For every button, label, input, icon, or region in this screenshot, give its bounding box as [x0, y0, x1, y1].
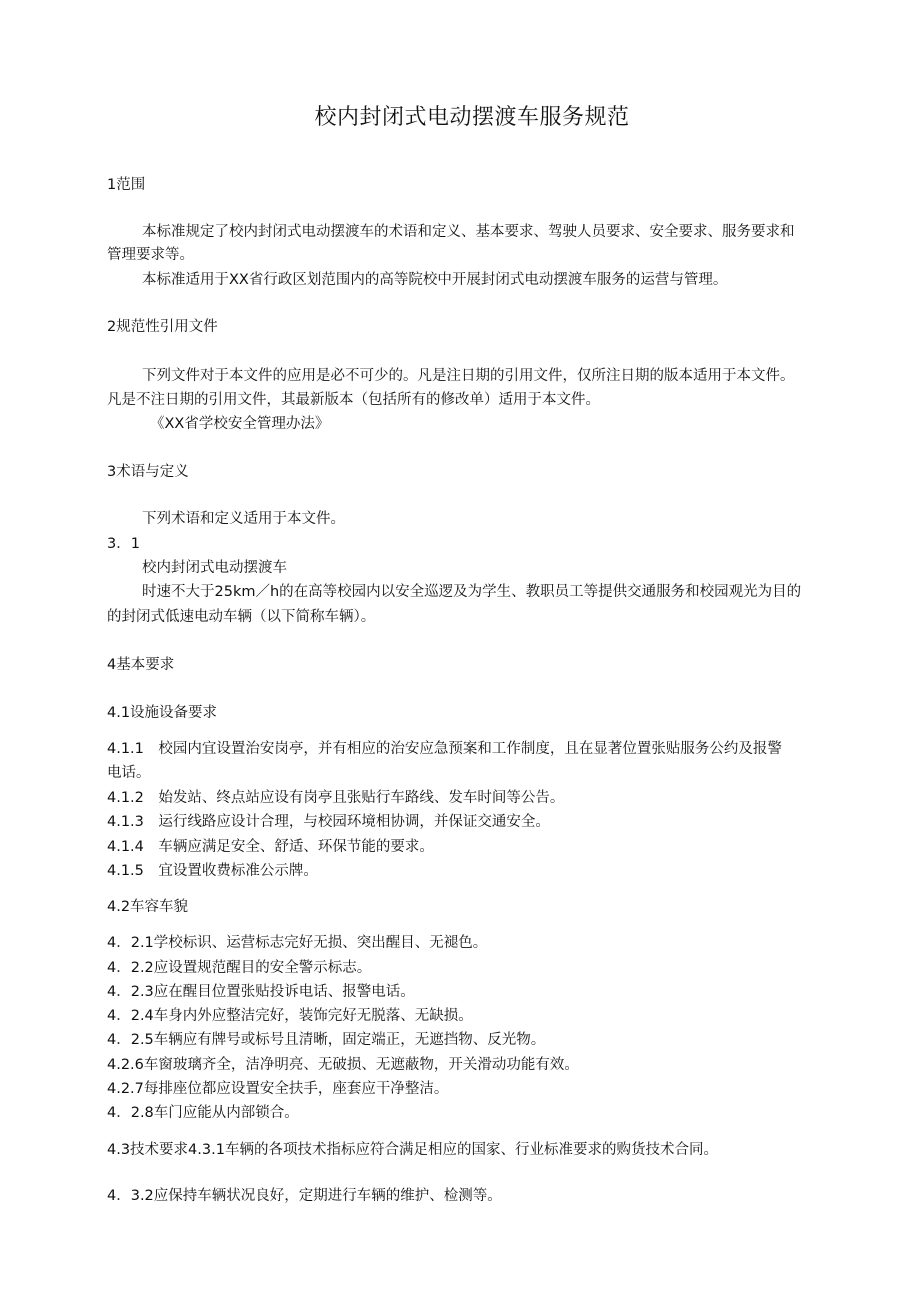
- item-4-1-4: 4.1.4 车辆应满足安全、舒适、环保节能的要求。: [107, 839, 434, 855]
- item-4-2-1: 4．2.1学校标识、运营标志完好无损、突出醒目、无褪色。: [107, 935, 488, 951]
- item-4-1-5: 4.1.5 宜设置收费标准公示牌。: [107, 863, 318, 879]
- item-4-2-3: 4．2.3应在醒目位置张贴投诉电话、报警电话。: [107, 984, 415, 1000]
- section-4-2-heading: 4.2车容车貌: [107, 899, 189, 915]
- item-4-2-7: 4.2.7每排座位都应设置安全扶手，座套应干净整洁。: [107, 1081, 449, 1097]
- section-1-heading: 1范围: [107, 177, 146, 193]
- document-title: 校内封闭式电动摆渡车服务规范: [314, 105, 630, 130]
- section-3-heading: 3术语与定义: [107, 464, 189, 480]
- section-2-heading: 2规范性引用文件: [107, 319, 218, 335]
- section-3-1-term: 校内封闭式电动摆渡车: [142, 560, 287, 576]
- section-1-paragraph-2: 本标准适用于XX省行政区划范围内的高等院校中开展封闭式电动摆渡车服务的运营与管理。: [142, 272, 728, 288]
- item-4-1-1-line-1: 4.1.1 校园内宜设置治安岗亭，并有相应的治安应急预案和工作制度，且在显著位置张贴服务公约及报警: [107, 741, 782, 757]
- section-3-1-number: 3．1: [107, 536, 140, 552]
- section-3-1-definition-line-1: 时速不大于25km／h的在高等校园内以安全巡逻及为学生、教职员工等提供交通服务和校园观光为目的: [142, 584, 802, 600]
- item-4-2-4: 4．2.4车身内外应整洁完好，装饰完好无脱落、无缺损。: [107, 1008, 473, 1024]
- section-1-paragraph-1-line-1: 本标准规定了校内封闭式电动摆渡车的术语和定义、基本要求、驾驶人员要求、安全要求、服务要求和: [142, 224, 795, 240]
- section-4-1-heading: 4.1设施设备要求: [107, 705, 218, 721]
- section-1-paragraph-1-line-2: 管理要求等。: [107, 247, 194, 263]
- section-3-paragraph: 下列术语和定义适用于本文件。: [142, 511, 345, 527]
- item-4-1-2: 4.1.2 始发站、终点站应设有岗亭且张贴行车路线、发车时间等公告。: [107, 790, 565, 806]
- item-4-1-3: 4.1.3 运行线路应设计合理，与校园环境相协调，并保证交通安全。: [107, 814, 550, 830]
- section-2-paragraph-line-2: 凡是不注日期的引用文件，其最新版本（包括所有的修改单）适用于本文件。: [107, 392, 600, 408]
- section-2-paragraph-line-1: 下列文件对于本文件的应用是必不可少的。凡是注日期的引用文件，仅所注日期的版本适用于本文件。: [142, 368, 795, 384]
- item-4-2-5: 4．2.5车辆应有牌号或标号且清晰，固定端正，无遮挡物、反光物。: [107, 1032, 546, 1048]
- section-3-1-definition-line-2: 的封闭式低速电动车辆（以下简称车辆）。: [107, 609, 376, 625]
- item-4-2-8: 4．2.8车门应能从内部锁合。: [107, 1105, 299, 1121]
- item-4-2-2: 4．2.2应设置规范醒目的安全警示标志。: [107, 960, 372, 976]
- item-4-1-1-line-2: 电话。: [107, 765, 151, 781]
- item-4-2-6: 4.2.6车窗玻璃齐全，洁净明亮、无破损、无遮蔽物，开关滑动功能有效。: [107, 1057, 579, 1073]
- section-4-heading: 4基本要求: [107, 657, 175, 673]
- item-4-3-2: 4．3.2应保持车辆状况良好，定期进行车辆的维护、检测等。: [107, 1188, 502, 1204]
- section-2-reference: 《XX省学校安全管理办法》: [150, 416, 330, 432]
- section-4-3-line: 4.3技术要求4.3.1车辆的各项技术指标应符合满足相应的国家、行业标准要求的购货技术合同。: [107, 1142, 718, 1158]
